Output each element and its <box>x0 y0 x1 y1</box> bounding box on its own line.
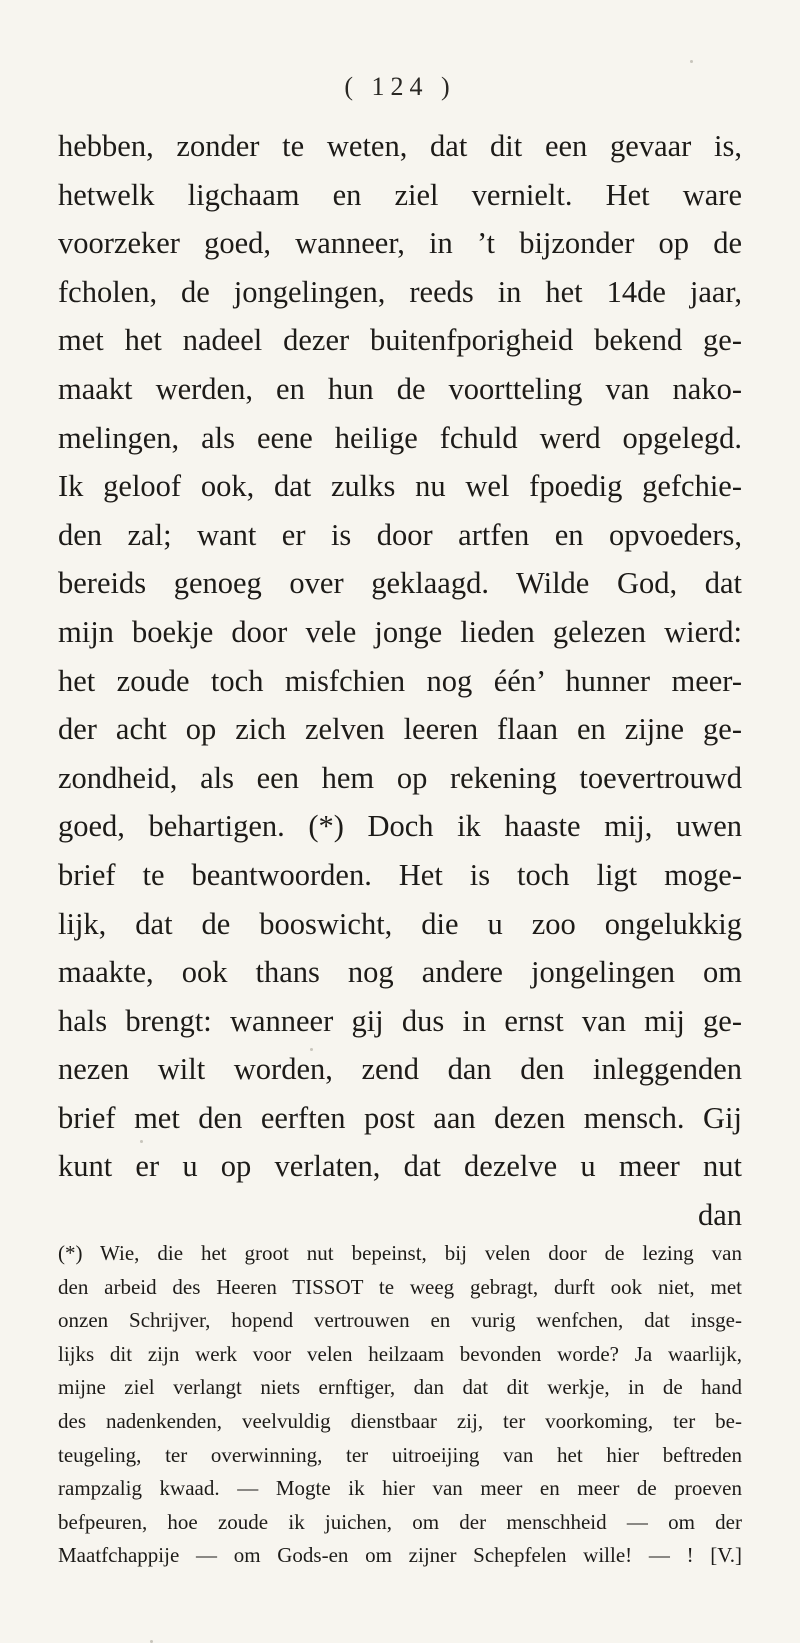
footnote-line: (*) Wie, die het groot nut bepeinst, bij velen door de lezing van <box>58 1241 742 1265</box>
text-line: het zoude toch misfchien nog één’ hunner meer- <box>58 663 742 698</box>
footnote-block <box>58 1237 742 1573</box>
text-line: hebben, zonder te weten, dat dit een gevaar is, <box>58 129 742 163</box>
text-line: hetwelk ligchaam en ziel vernielt. Het ware <box>58 177 742 212</box>
main-text-block <box>58 122 742 1240</box>
footnote-line: des nadenkenden, veelvuldig dienstbaar zij, ter voorkoming, ter be- <box>58 1408 742 1433</box>
text-line: maakte, ook thans nog andere jongelingen om <box>58 955 742 990</box>
footnote-line: onzen Schrijver, hopend vertrouwen en vurig wenfchen, dat insge- <box>58 1308 742 1333</box>
text-line: melingen, als eene heilige fchuld werd opgelegd. <box>58 420 742 455</box>
text-line: den zal; want er is door artfen en opvoeders, <box>58 517 742 552</box>
text-line: brief te beantwoorden. Het is toch ligt moge- <box>58 857 742 892</box>
text-line: brief met den eerften post aan dezen mensch. Gij <box>58 1100 742 1135</box>
paper-speck <box>140 1140 143 1143</box>
paper-speck <box>690 60 693 63</box>
text-line: bereids genoeg over geklaagd. Wilde God, dat <box>58 566 742 601</box>
catchword: dan <box>697 1198 742 1233</box>
text-line: kunt er u op verlaten, dat dezelve u meer nut <box>58 1149 742 1184</box>
text-line: der acht op zich zelven leeren flaan en zijne ge- <box>58 712 742 747</box>
text-line: fcholen, de jongelingen, reeds in het 14de jaar, <box>58 274 742 309</box>
text-line: hals brengt: wanneer gij dus in ernst van mij ge- <box>58 1003 742 1038</box>
text-line: mijn boekje door vele jonge lieden gelezen wierd: <box>58 614 742 649</box>
page-number-header: ( 124 ) <box>344 72 456 101</box>
text-line: nezen wilt worden, zend dan den inleggenden <box>58 1052 742 1087</box>
footnote-line: befpeuren, hoe zoude ik juichen, om der menschheid — om der <box>58 1509 742 1534</box>
footnote-line: teugeling, ter overwinning, ter uitroeijing van het hier beftreden <box>58 1442 742 1467</box>
text-line: lijk, dat de booswicht, die u zoo ongelukkig <box>58 906 742 941</box>
footnote-line: rampzalig kwaad. — Mogte ik hier van meer en meer de proeven <box>58 1476 742 1501</box>
text-line: voorzeker goed, wanneer, in ’t bijzonder op de <box>58 226 742 261</box>
text-line: Ik geloof ook, dat zulks nu wel fpoedig gefchie- <box>58 469 742 504</box>
text-line: maakt werden, en hun de voortteling van nako- <box>58 371 742 406</box>
paper-speck <box>310 1048 313 1051</box>
footnote-line: mijne ziel verlangt niets ernftiger, dan dat dit werkje, in de hand <box>58 1375 742 1400</box>
footnote-line: den arbeid des Heeren TISSOT te weeg gebragt, durft ook niet, met <box>58 1274 742 1299</box>
footnote-line: lijks dit zijn werk voor velen heilzaam bevonden worde? Ja waarlijk, <box>58 1341 742 1366</box>
text-line: goed, behartigen. (*) Doch ik haaste mij, uwen <box>58 809 742 844</box>
text-line: zondheid, als een hem op rekening toevertrouwd <box>58 760 742 795</box>
footnote-line: Maatfchappije — om Gods-en om zijner Schepfelen wille! — ! [V.] <box>58 1543 742 1568</box>
text-line: met het nadeel dezer buitenfporigheid bekend ge- <box>58 323 742 358</box>
